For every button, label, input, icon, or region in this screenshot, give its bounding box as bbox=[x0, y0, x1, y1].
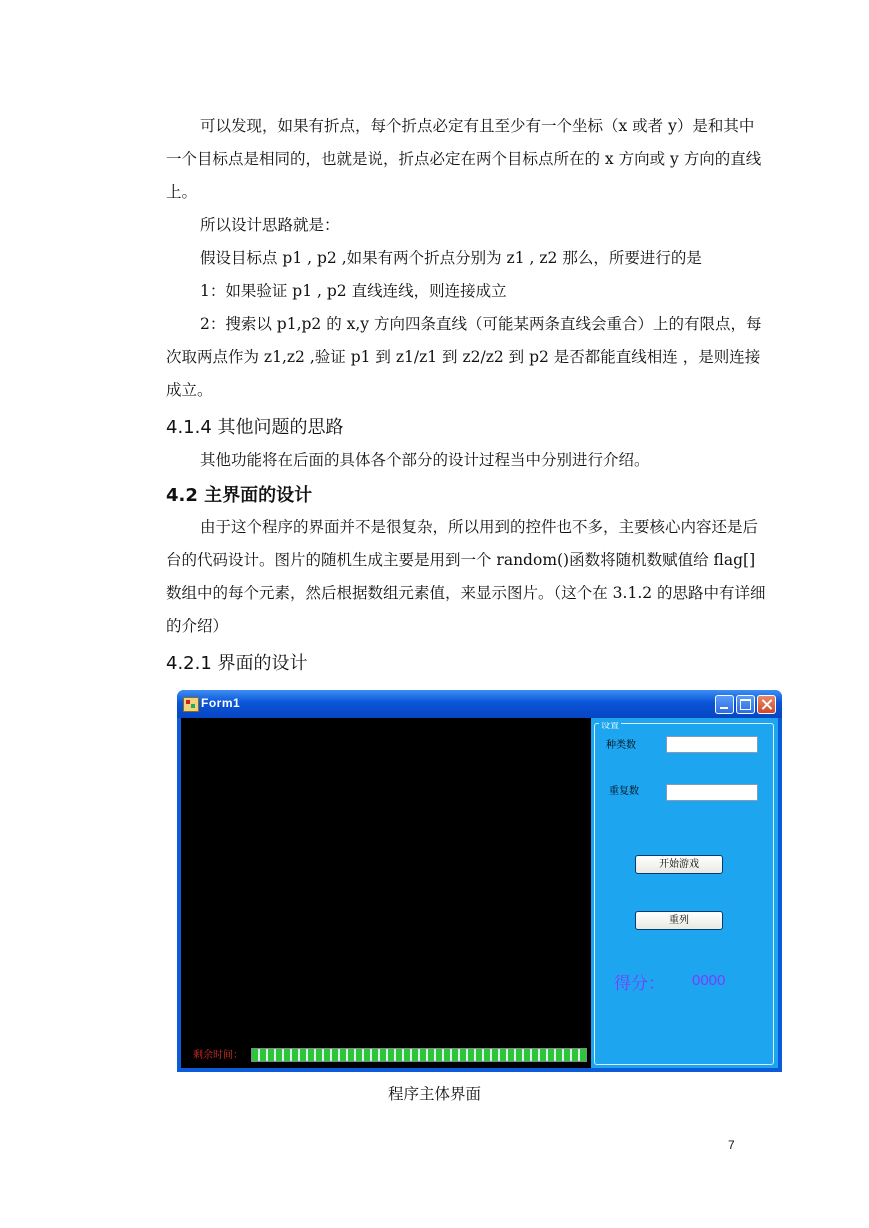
score-label: 得分： bbox=[614, 974, 665, 994]
minimize-icon[interactable] bbox=[715, 695, 734, 714]
form-window bbox=[177, 690, 782, 1072]
kinds-label: 种类数 bbox=[606, 740, 636, 751]
heading-4-2: 4.2 主界面的设计 bbox=[166, 485, 313, 506]
settings-group-legend: 设置 bbox=[601, 722, 620, 730]
repeat-input[interactable] bbox=[666, 784, 758, 801]
game-board[interactable] bbox=[181, 718, 591, 1068]
page-number: 7 bbox=[728, 1138, 735, 1152]
heading-4-2-1: 4.2.1 界面的设计 bbox=[166, 653, 308, 674]
paragraph-other-features: 其他功能将在后面的具体各个部分的设计过程当中分别进行介绍。 bbox=[200, 451, 650, 469]
paragraph-fold-point: 可以发现，如果有折点，每个折点必定有且至少有一个坐标（x 或者 y）是和其中一个目标点是相同的，也就是说，折点必定在两个目标点所在的 x 方向或 y 方向的直线上。 bbox=[166, 117, 762, 201]
figure-caption: 程序主体界面 bbox=[387, 1085, 481, 1103]
reshuffle-button[interactable]: 重列 bbox=[635, 911, 723, 930]
paragraph-design-idea: 所以设计思路就是： bbox=[200, 216, 340, 234]
settings-panel bbox=[592, 718, 778, 1068]
window-titlebar[interactable] bbox=[177, 690, 782, 718]
heading-4-1-4: 4.1.4 其他问题的思路 bbox=[166, 417, 344, 438]
time-remaining-label: 剩余时间： bbox=[193, 1050, 243, 1061]
paragraph-step-1: 1：如果验证 p1 , p2 直线连线，则连接成立 bbox=[200, 282, 507, 300]
window-client bbox=[181, 718, 778, 1068]
settings-group bbox=[594, 723, 774, 1065]
score-value: 0000 bbox=[692, 972, 726, 989]
paragraph-assume-points: 假设目标点 p1 , p2 ,如果有两个折点分别为 z1 , z2 那么，所要进行的是 bbox=[200, 249, 702, 267]
start-game-button[interactable]: 开始游戏 bbox=[635, 855, 723, 874]
app-icon bbox=[183, 697, 199, 712]
close-icon[interactable] bbox=[757, 695, 776, 714]
maximize-icon[interactable] bbox=[736, 695, 755, 714]
paragraph-step-2: 2：搜索以 p1,p2 的 x,y 方向四条直线（可能某两条直线会重合）上的有限点，每次取两点作为 z1,z2 ,验证 p1 到 z1/z1 到 z2/z2 到 p2 是否都能直线相连 ，是则连接成立。 bbox=[166, 315, 762, 399]
kinds-input[interactable] bbox=[666, 736, 758, 753]
time-progress-bar bbox=[251, 1048, 587, 1062]
repeat-label: 重复数 bbox=[609, 786, 639, 797]
window-title: Form1 bbox=[201, 696, 241, 710]
paragraph-main-ui: 由于这个程序的界面并不是很复杂，所以用到的控件也不多，主要核心内容还是后台的代码设计。图片的随机生成主要是用到一个 random()函数将随机数赋值给 flag[]数组中的每个元素，然后根据数组元素值，来显示图片。（这个在 3.1.2 的思路中有详细的介绍） bbox=[166, 518, 766, 635]
time-progress-fill bbox=[252, 1049, 586, 1061]
